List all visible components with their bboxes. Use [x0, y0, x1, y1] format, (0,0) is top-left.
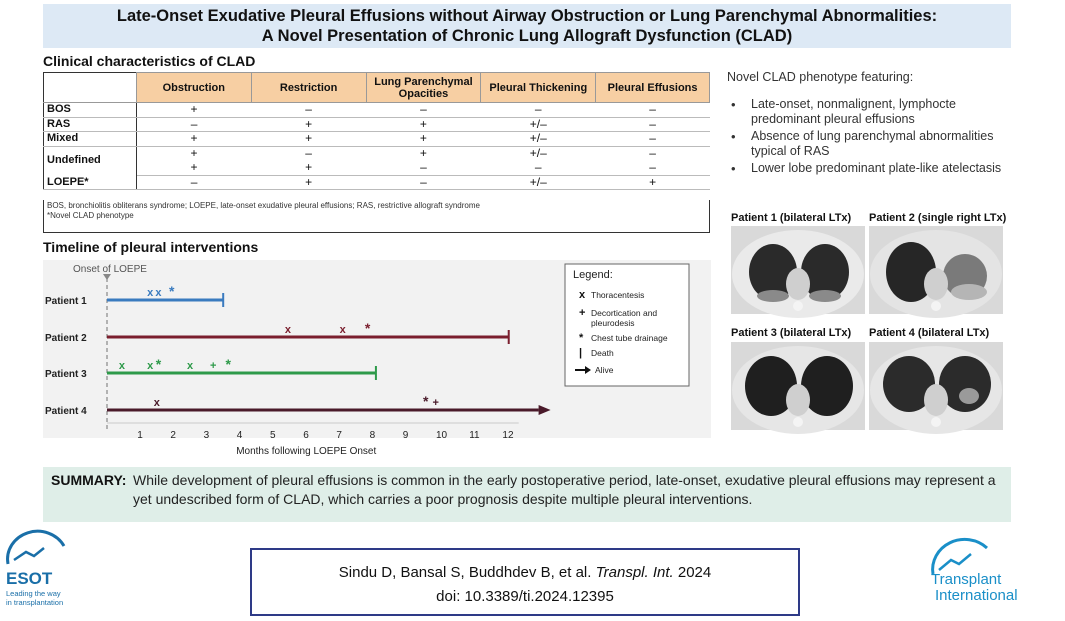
table-row — [44, 117, 710, 132]
intervention-mark: x — [339, 324, 346, 336]
citation-journal: Transpl. Int. — [595, 564, 674, 581]
table-cell: + — [136, 161, 251, 176]
timeline-chart — [43, 260, 711, 457]
x-axis-label: Months following LOEPE Onset — [236, 446, 377, 457]
table-footnote — [43, 200, 710, 233]
intervention-mark: x — [155, 287, 162, 299]
phenotype-bullet: • Lower lobe predominant plate-like atelectasis — [727, 161, 1017, 176]
table-cell: – — [481, 103, 596, 118]
table-cell: +/– — [481, 132, 596, 147]
esot-logo — [4, 536, 114, 614]
x-tick-label: 10 — [436, 430, 448, 441]
row-label: RAS — [44, 117, 137, 132]
table-cell: – — [305, 146, 312, 160]
patient-label: Patient 2 — [45, 333, 87, 344]
intervention-mark: * — [225, 356, 231, 372]
legend-title: Legend: — [573, 269, 613, 281]
esot-tagline-1: Leading the way — [6, 589, 61, 598]
citation-year: 2024 — [677, 564, 712, 581]
intervention-mark: x — [147, 360, 154, 372]
patient-label: Patient 1 — [45, 296, 87, 307]
ct-scan-image-4 — [869, 342, 1003, 430]
x-tick-label: 8 — [369, 430, 376, 441]
intervention-mark: x — [153, 397, 160, 409]
ct-label-patient-1: Patient 1 (bilateral LTx) — [731, 212, 852, 224]
table-row — [44, 161, 710, 176]
legend-label: Alive — [595, 365, 614, 375]
intervention-mark: x — [186, 360, 194, 372]
table-cell: – — [596, 132, 710, 147]
summary-box — [43, 467, 1011, 522]
x-tick-label: 9 — [402, 430, 409, 441]
col-header: Obstruction — [136, 73, 251, 103]
table-cell: – — [649, 146, 656, 160]
intervention-mark: * — [169, 283, 175, 299]
col-header: Restriction — [251, 73, 366, 103]
alive-arrow-icon — [539, 405, 551, 415]
x-tick-label: 3 — [203, 430, 210, 441]
x-tick-label: 1 — [137, 430, 143, 441]
citation-box — [250, 548, 800, 616]
footnote-novel: *Novel CLAD phenotype — [47, 211, 134, 220]
transplant-international-logo — [925, 540, 1065, 610]
intervention-mark: x — [118, 360, 126, 372]
col-header: Pleural Thickening — [481, 73, 596, 103]
ct-label-patient-2: Patient 2 (single right LTx) — [869, 212, 1007, 224]
legend-symbol: * — [579, 332, 584, 344]
title-line-1: Late-Onset Exudative Pleural Effusions without Airway Obstruction or Lung Parenchymal Abnormalities: — [116, 7, 938, 25]
ct-label-patient-4: Patient 4 (bilateral LTx) — [869, 327, 990, 339]
table-cell: – — [596, 117, 710, 132]
table-row — [44, 132, 710, 147]
table-cell: – — [481, 161, 596, 176]
table-cell: + — [366, 132, 481, 147]
table-cell: +/– — [529, 146, 547, 160]
footnote-abbreviations: BOS, bronchiolitis obliterans syndrome; LOEPE, late-onset exudative pleural effusions; RAS, restrictive allograft syndrome — [47, 201, 480, 210]
intervention-mark: * — [155, 356, 162, 372]
legend-label: Decortication and — [591, 308, 658, 318]
table-cell: + — [251, 117, 366, 132]
title-line-2: A Novel Presentation of Chronic Lung Allograft Dysfunction (CLAD) — [261, 27, 793, 45]
table-row — [44, 146, 710, 161]
legend-label: Death — [591, 348, 614, 358]
ct-scan-image-1 — [731, 226, 865, 314]
x-tick-label: 6 — [303, 430, 309, 441]
phenotype-list — [727, 97, 1017, 176]
table-row — [44, 175, 710, 190]
row-label: Mixed — [44, 132, 137, 147]
table-cell: + — [251, 132, 366, 147]
esot-tagline-2: in transplantation — [6, 598, 64, 607]
citation-doi: doi: 10.3389/ti.2024.12395 — [436, 588, 614, 605]
table-cell: + — [251, 175, 366, 190]
intervention-mark: * — [364, 320, 371, 336]
ct-scan-image-3 — [731, 342, 865, 430]
x-tick-label: 7 — [336, 430, 342, 441]
table-cell: – — [366, 103, 481, 118]
ti-name-2: International — [935, 587, 1018, 604]
table-corner — [44, 73, 137, 103]
legend-label: Chest tube drainage — [591, 333, 668, 343]
summary-label: SUMMARY: — [51, 472, 127, 488]
table-cell: – — [136, 175, 251, 190]
table-cell: +/– — [481, 117, 596, 132]
table-cell: + — [136, 103, 251, 118]
x-tick-label: 2 — [170, 430, 176, 441]
timeline-panel — [43, 260, 711, 457]
phenotype-intro: Novel CLAD phenotype featuring: — [727, 70, 914, 84]
summary-text: While development of pleural effusions is common in the early postoperative period, late-onset, exudative pleural effusions may represent a yet undescribed form of CLAD, which carries a poor prognosis despite multiple pleural interventions. — [133, 472, 996, 507]
table-cell: – — [366, 175, 481, 190]
ti-logo-graphic — [925, 540, 1065, 610]
row-label: Undefined — [44, 146, 137, 175]
phenotype-bullet: • Late-onset, nonmalignent, lymphocte predominant pleural effusions — [727, 97, 1017, 127]
table-cell: + — [596, 175, 710, 190]
legend-label: Thoracentesis — [591, 290, 645, 300]
row-label: LOEPE* — [44, 175, 137, 190]
table-cell: – — [136, 117, 251, 132]
col-header: Lung Parenchymal Opacities — [366, 73, 481, 103]
table-cell: + — [251, 161, 366, 176]
phenotype-bullet: • Absence of lung parenchymal abnormalities typical of RAS — [727, 129, 1017, 159]
esot-logo-graphic — [4, 536, 114, 614]
table-cell: + — [419, 146, 427, 160]
clinical-section-title: Clinical characteristics of CLAD — [43, 53, 256, 69]
table-cell: – — [596, 161, 710, 176]
table-row — [44, 103, 710, 118]
table-cell: – — [596, 103, 710, 118]
table-cell: +/– — [481, 175, 596, 190]
citation-authors: Sindu D, Bansal S, Buddhdev B, et al. — [338, 564, 592, 581]
ti-name-1: Transplant — [931, 571, 1002, 588]
clad-table — [43, 72, 710, 190]
intervention-mark: + — [432, 397, 439, 409]
timeline-section-title: Timeline of pleural interventions — [43, 239, 259, 255]
col-header: Pleural Effusions — [596, 73, 710, 103]
intervention-mark: x — [147, 287, 154, 299]
patient-label: Patient 4 — [45, 406, 87, 417]
intervention-mark: * — [422, 393, 429, 409]
x-tick-label: 5 — [270, 430, 276, 441]
patient-label: Patient 3 — [45, 369, 87, 380]
onset-label: Onset of LOEPE — [73, 264, 147, 275]
ct-scan-image-2 — [869, 226, 1003, 314]
citation-line — [252, 561, 798, 585]
table-header-row — [44, 73, 710, 103]
legend-symbol: x — [579, 289, 586, 301]
esot-name: ESOT — [6, 569, 53, 588]
row-label: BOS — [44, 103, 137, 118]
table-cell: + — [366, 117, 481, 132]
table-cell: + — [136, 132, 251, 147]
intervention-mark: + — [210, 360, 217, 372]
x-tick-label: 11 — [469, 430, 480, 441]
legend-symbol: + — [579, 307, 586, 319]
table-cell: – — [366, 161, 481, 176]
x-tick-label: 12 — [502, 430, 514, 441]
intervention-mark: x — [284, 324, 292, 336]
table-cell: + — [190, 146, 198, 160]
ct-label-patient-3: Patient 3 (bilateral LTx) — [731, 327, 852, 339]
table-cell: – — [251, 103, 366, 118]
x-tick-label: 4 — [236, 430, 243, 441]
phenotype-panel — [727, 70, 1017, 178]
legend-label: pleurodesis — [591, 318, 635, 328]
title-banner — [43, 4, 1011, 48]
legend-symbol: | — [579, 347, 583, 359]
